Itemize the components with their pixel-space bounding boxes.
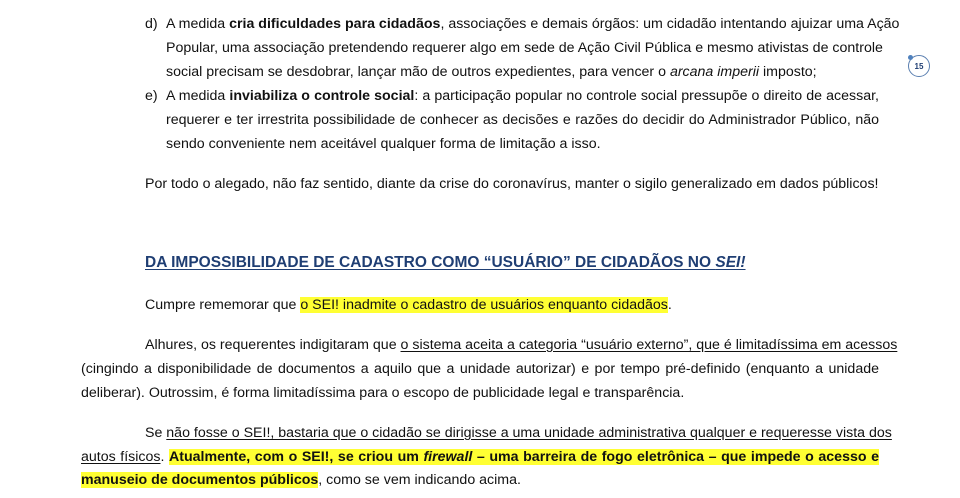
se-end: , como se vem indicando acima. — [318, 472, 521, 488]
se-highlight-italic: firewall — [423, 449, 473, 465]
cumpre-highlight: o SEI! inadmite o cadastro de usuários enquanto cidadãos — [300, 297, 668, 313]
item-d-line-1 — [166, 14, 900, 34]
page-number-dot — [908, 55, 913, 60]
paragraph-alegado: Por todo o alegado, não faz sentido, diante da crise do coronavírus, manter o sigilo generalizado em dados públicos! — [145, 176, 879, 192]
item-d-l3-end: imposto; — [759, 64, 817, 80]
se-underline-2: autos físicos — [81, 449, 161, 465]
item-d-bold: cria dificuldades para cidadãos — [229, 16, 441, 32]
se-separator: . — [160, 449, 170, 465]
alhures-text: Alhures, os requerentes indigitaram que — [145, 337, 401, 353]
se-line-3 — [81, 470, 521, 490]
item-e-marker: e) — [145, 88, 158, 104]
section-heading-text: DA IMPOSSIBILIDADE DE CADASTRO COMO “USUÁRIO” DE CIDADÃOS NO — [145, 254, 716, 271]
cumpre-end: . — [667, 297, 672, 313]
cumpre-text: Cumpre rememorar que — [145, 297, 301, 313]
paragraph-cumpre — [145, 295, 672, 315]
item-e-line-2: requerer e ter irrestrita possibilidade de conhecer as decisões e razões do decidir do Administrador Público, não — [166, 112, 879, 128]
section-heading-italic: SEI! — [715, 254, 746, 271]
item-d-line-3 — [166, 62, 817, 82]
item-e-text: A medida — [166, 88, 230, 104]
alhures-line-2: (cingindo a disponibilidade de documentos a aquilo que a unidade autorizar) e por tempo pré-definido (enquanto a unidade — [81, 361, 879, 377]
se-text: Se — [145, 425, 167, 441]
item-e-text-cont: : a participação popular no controle social pressupõe o direito de acessar, — [414, 88, 879, 104]
item-d-text: A medida — [166, 16, 230, 32]
se-line-2 — [81, 447, 879, 467]
alhures-line-1 — [145, 335, 898, 355]
se-underline: não fosse o SEI!, bastaria que o cidadão se dirigisse a uma unidade administrativa qualquer e requeresse vista dos — [166, 425, 892, 441]
item-e-line-1 — [166, 86, 879, 106]
item-e-bold: inviabiliza o controle social — [229, 88, 415, 104]
item-d-line-2: Popular, uma associação pretendendo requerer algo em sede de Ação Civil Pública e mesmo ativistas de controle — [166, 40, 883, 56]
alhures-line-3: deliberar). Outrossim, é forma limitadíssima para o escopo de publicidade legal e transparência. — [81, 385, 685, 401]
alhures-underline: o sistema aceita a categoria “usuário externo”, que é limitadíssima em acessos — [400, 337, 898, 353]
page-number: 15 — [914, 61, 924, 71]
section-heading — [145, 252, 746, 274]
se-highlight — [169, 449, 879, 465]
se-highlight-2: manuseio de documentos públicos — [81, 472, 319, 488]
item-d-marker: d) — [145, 16, 158, 32]
item-d-text-cont: , associações e demais órgãos: um cidadão intentando ajuizar uma Ação — [440, 16, 900, 32]
se-line-1 — [145, 423, 892, 443]
item-d-l3-text: social precisam se desdobrar, lançar mão de outros expedientes, para vencer o — [166, 64, 670, 80]
item-e-line-3: sendo conveniente nem aceitável qualquer forma de limitação a isso. — [166, 136, 601, 152]
item-d-l3-italic: arcana imperii — [669, 64, 760, 80]
se-highlight-a: Atualmente, com o SEI!, se criou um — [169, 449, 424, 465]
se-highlight-b: – uma barreira de fogo eletrônica – que impede o acesso e — [472, 449, 879, 465]
